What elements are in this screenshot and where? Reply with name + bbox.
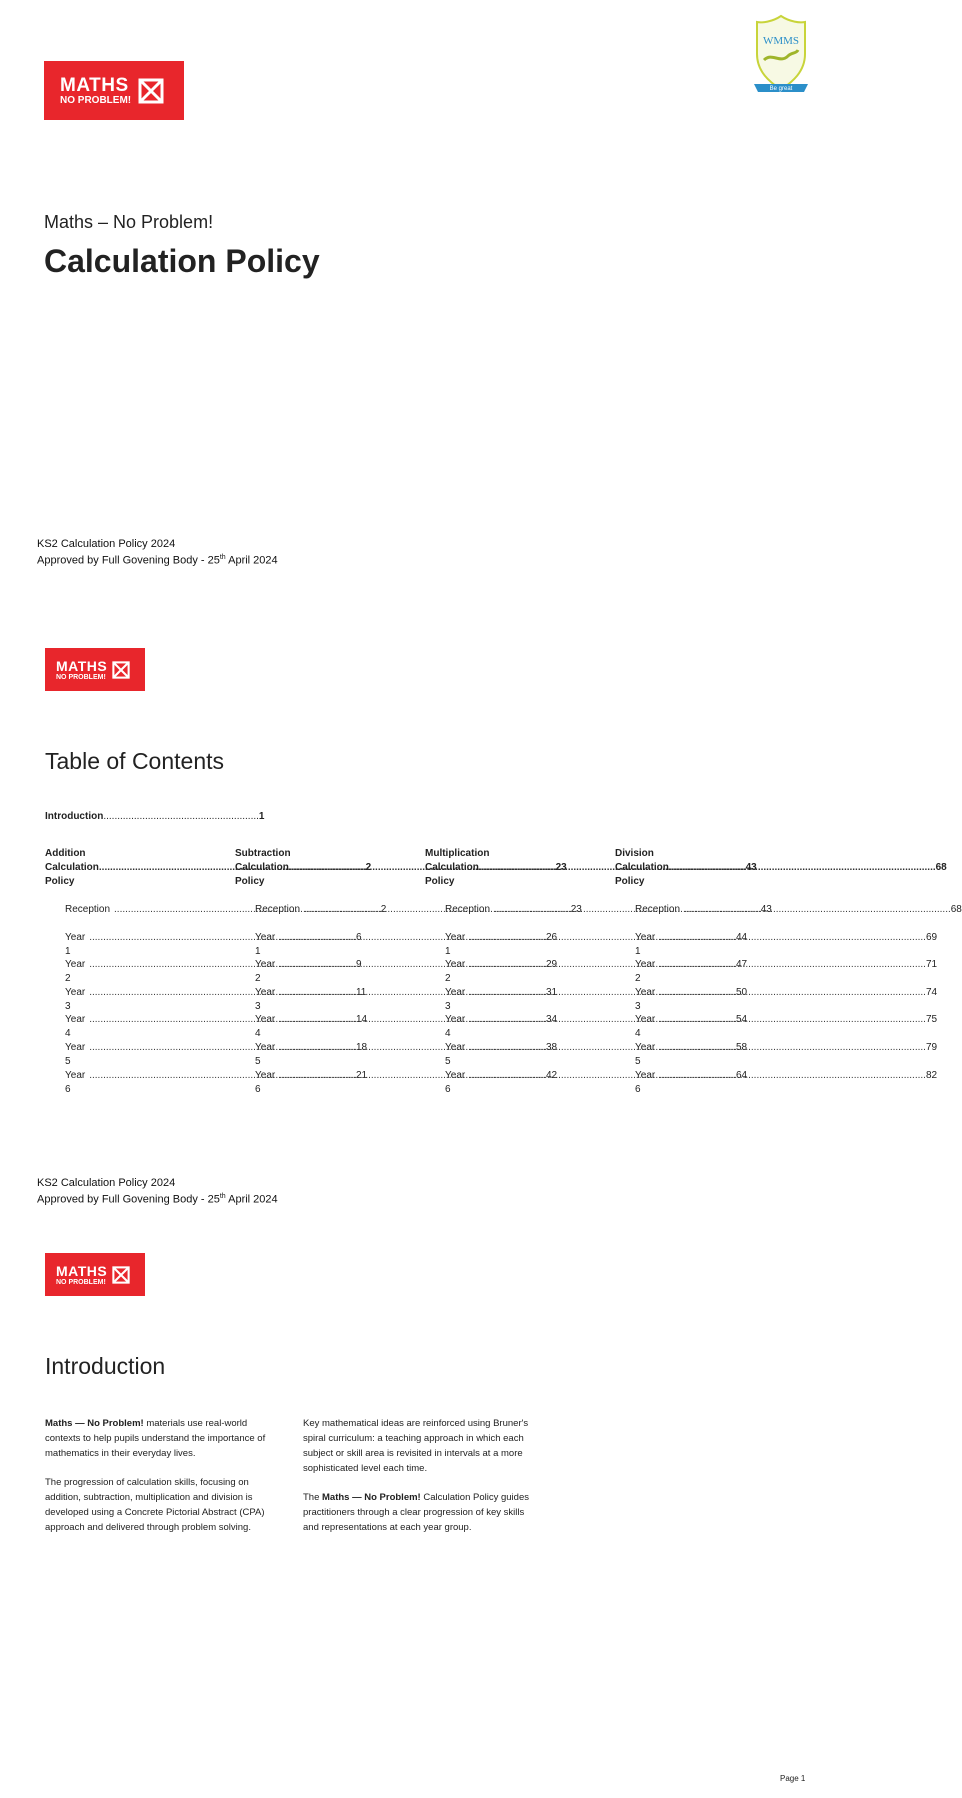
toc-item[interactable] <box>65 1041 368 1069</box>
maths-no-problem-logo-small <box>45 648 145 691</box>
maths-no-problem-logo-small <box>45 1253 145 1296</box>
toc-item-label: Year 4 <box>65 1014 86 1040</box>
intro-paragraph: Maths — No Problem! materials use real-world contexts to help pupils understand the importance of mathematics in their everyday lives. <box>45 1418 266 1459</box>
toc-item-label: Year 5 <box>635 1041 656 1067</box>
toc-item[interactable] <box>255 958 558 986</box>
toc-item[interactable] <box>65 1013 368 1041</box>
toc-item-page: 50 <box>735 986 748 998</box>
toc-item[interactable] <box>635 1069 938 1097</box>
toc-entry-page: 68 <box>935 862 947 873</box>
toc-item-page: 2 <box>380 904 387 915</box>
toc-item[interactable] <box>65 1069 368 1097</box>
logo-line2: NO PROBLEM! <box>56 673 106 681</box>
logo-envelope-icon <box>112 661 130 679</box>
introduction-heading: Introduction <box>45 1353 166 1379</box>
cover-title: Calculation Policy <box>44 243 320 279</box>
toc-entry-page: 2 <box>365 862 372 873</box>
logo-envelope-icon <box>138 78 164 104</box>
toc-leader-dots <box>669 861 936 889</box>
toc-item-label: Year 2 <box>65 959 86 985</box>
toc-category: Addition <box>45 848 86 859</box>
toc-item-page: 58 <box>735 1041 748 1053</box>
toc-item-page: 82 <box>925 1069 938 1081</box>
toc-item[interactable] <box>255 1013 558 1041</box>
toc-item-page: 42 <box>545 1069 558 1081</box>
toc-item[interactable] <box>255 1069 558 1097</box>
toc-item-label: Year 3 <box>635 986 656 1012</box>
toc-entry-label: Calculation Policy <box>45 862 99 887</box>
toc-item[interactable] <box>445 958 748 986</box>
footer-line2: Approved by Full Govening Body - 25th April 2024 <box>37 1193 278 1206</box>
toc-item-page: 31 <box>545 986 558 998</box>
footer-line2: Approved by Full Govening Body - 25th April 2024 <box>37 554 278 567</box>
toc-section-entry[interactable] <box>235 861 567 889</box>
toc-item-label: Year 2 <box>255 959 276 985</box>
toc-item-page: 29 <box>545 959 558 971</box>
toc-item-page: 6 <box>355 931 362 943</box>
toc-item[interactable] <box>65 958 362 986</box>
footer-line1: KS2 Calculation Policy 2024 <box>37 1177 176 1189</box>
toc-item-page: 44 <box>735 931 748 943</box>
toc-item-page: 26 <box>545 931 558 943</box>
toc-item-label: Year 6 <box>255 1069 276 1095</box>
toc-item-label: Year 1 <box>255 931 276 957</box>
toc-item-page: 68 <box>950 904 962 915</box>
toc-item-page: 38 <box>545 1041 558 1053</box>
footer <box>37 1176 278 1207</box>
toc-item-page: 11 <box>355 986 367 998</box>
toc-leader-dots <box>659 986 926 1014</box>
toc-item-page: 69 <box>925 931 938 943</box>
toc-item-label: Reception <box>65 904 111 915</box>
toc-item-page: 23 <box>570 904 582 915</box>
toc-item-label: Year 1 <box>635 931 656 957</box>
toc-item-label: Year 4 <box>255 1014 276 1040</box>
toc-category: Division <box>615 848 654 859</box>
toc-heading: Table of Contents <box>45 748 225 774</box>
maths-no-problem-logo <box>44 61 184 120</box>
intro-paragraph: The progression of calculation skills, focusing on addition, subtraction, multiplication and division is developed using a Concrete Pictorial Abstract (CPA) approach and delivered through problem solving. <box>45 1477 265 1533</box>
toc-item-page: 74 <box>925 986 938 998</box>
toc-item-label: Year 4 <box>635 1014 656 1040</box>
school-crest <box>752 14 810 96</box>
toc-item-page: 34 <box>545 1014 558 1026</box>
toc-item-label: Year 1 <box>445 931 466 957</box>
toc-item-label: Reception <box>255 904 301 915</box>
introduction-column-2 <box>303 1416 533 1549</box>
toc-item-label: Year 5 <box>65 1041 86 1067</box>
toc-item-label: Year 1 <box>65 931 86 957</box>
logo-line1: MATHS <box>56 657 108 674</box>
logo-line2: NO PROBLEM! <box>56 1278 106 1286</box>
toc-item-page: 54 <box>735 1014 748 1026</box>
toc-entry-label: Calculation Policy <box>235 862 289 887</box>
toc-item-page: 14 <box>355 1014 368 1026</box>
toc-item-page: 64 <box>735 1069 748 1081</box>
toc-introduction-entry[interactable]: Introduction ........................................................ 1 <box>45 811 265 822</box>
page-number: Page 1 <box>780 1774 806 1783</box>
toc-item-page: 21 <box>355 1069 368 1081</box>
toc-category: Multiplication <box>425 848 490 859</box>
toc-column <box>615 847 962 1096</box>
intro-paragraph: Key mathematical ideas are reinforced using Bruner's spiral curriculum: a teaching approach in which each subject or skill area is revisited in intervals at a more sophisticated level each time. <box>303 1418 529 1474</box>
crest-wmms-text: WMMS <box>762 35 800 47</box>
toc-item[interactable] <box>635 958 938 986</box>
logo-line1: MATHS <box>60 74 129 96</box>
toc-item-label: Year 6 <box>445 1069 466 1095</box>
toc-item-label: Year 2 <box>445 959 466 985</box>
toc-item[interactable] <box>255 931 558 959</box>
toc-section-entry[interactable] <box>425 861 757 889</box>
toc-item[interactable] <box>635 1013 938 1041</box>
toc-item[interactable] <box>255 1041 558 1069</box>
toc-item[interactable] <box>635 1041 938 1069</box>
toc-item[interactable] <box>635 986 938 1014</box>
toc-item-label: Reception <box>445 904 491 915</box>
toc-item-page: 71 <box>925 959 938 971</box>
toc-item[interactable] <box>255 986 558 1014</box>
toc-leader-dots <box>659 931 926 959</box>
crest-motto: Be great <box>769 86 793 92</box>
toc-item-label: Year 5 <box>255 1041 276 1067</box>
toc-entry-label: Calculation Policy <box>615 862 669 887</box>
toc-leader-dots <box>659 1069 926 1097</box>
toc-item-label: Year 2 <box>635 959 656 985</box>
toc-item-label: Year 5 <box>445 1041 466 1067</box>
logo-line2: NO PROBLEM! <box>60 94 132 106</box>
toc-section-entry[interactable] <box>45 861 372 889</box>
toc-entry-page: 43 <box>745 862 757 873</box>
toc-leader-dots <box>659 958 926 986</box>
toc-item[interactable] <box>445 1069 748 1097</box>
toc-item[interactable] <box>635 931 938 959</box>
toc-entry-page: 23 <box>555 862 567 873</box>
toc-item[interactable] <box>445 931 748 959</box>
introduction-column-1 <box>45 1416 275 1549</box>
logo-line1: MATHS <box>56 1262 108 1279</box>
toc-entry-label: Calculation Policy <box>425 862 479 887</box>
toc-item[interactable] <box>65 986 367 1014</box>
toc-item[interactable] <box>65 931 362 959</box>
toc-item-label: Year 3 <box>65 986 86 1012</box>
toc-item-label: Year 3 <box>445 986 466 1012</box>
toc-item-page: 43 <box>760 904 772 915</box>
toc-item-page: 47 <box>735 959 748 971</box>
toc-item[interactable] <box>445 1013 748 1041</box>
cover-subtitle: Maths – No Problem! <box>44 212 214 232</box>
toc-item-page: 75 <box>925 1014 938 1026</box>
footer-line1: KS2 Calculation Policy 2024 <box>37 538 176 550</box>
toc-item-label: Year 4 <box>445 1014 466 1040</box>
toc-leader-dots <box>659 1041 926 1069</box>
toc-item-page: 18 <box>355 1041 368 1053</box>
toc-item[interactable] <box>445 986 748 1014</box>
toc-leader-dots <box>684 903 951 931</box>
toc-item-page: 9 <box>355 959 362 971</box>
toc-item-label: Reception <box>635 904 681 915</box>
toc-section-entry[interactable] <box>615 861 947 889</box>
toc-item-label: Year 6 <box>65 1069 86 1095</box>
toc-item[interactable] <box>635 903 962 931</box>
toc-item-label: Year 6 <box>635 1069 656 1095</box>
toc-item-label: Year 3 <box>255 986 276 1012</box>
toc-category: Subtraction <box>235 848 291 859</box>
toc-item[interactable] <box>445 1041 748 1069</box>
toc-item-page: 79 <box>925 1041 938 1053</box>
toc-item[interactable] <box>255 903 582 931</box>
footer <box>37 537 278 568</box>
toc-item[interactable] <box>65 903 387 931</box>
toc-item[interactable] <box>445 903 772 931</box>
intro-paragraph: The Maths — No Problem! Calculation Policy guides practitioners through a clear progression of key skills and representations at each year group. <box>303 1492 529 1533</box>
toc-leader-dots <box>659 1013 926 1041</box>
logo-envelope-icon <box>112 1266 130 1284</box>
